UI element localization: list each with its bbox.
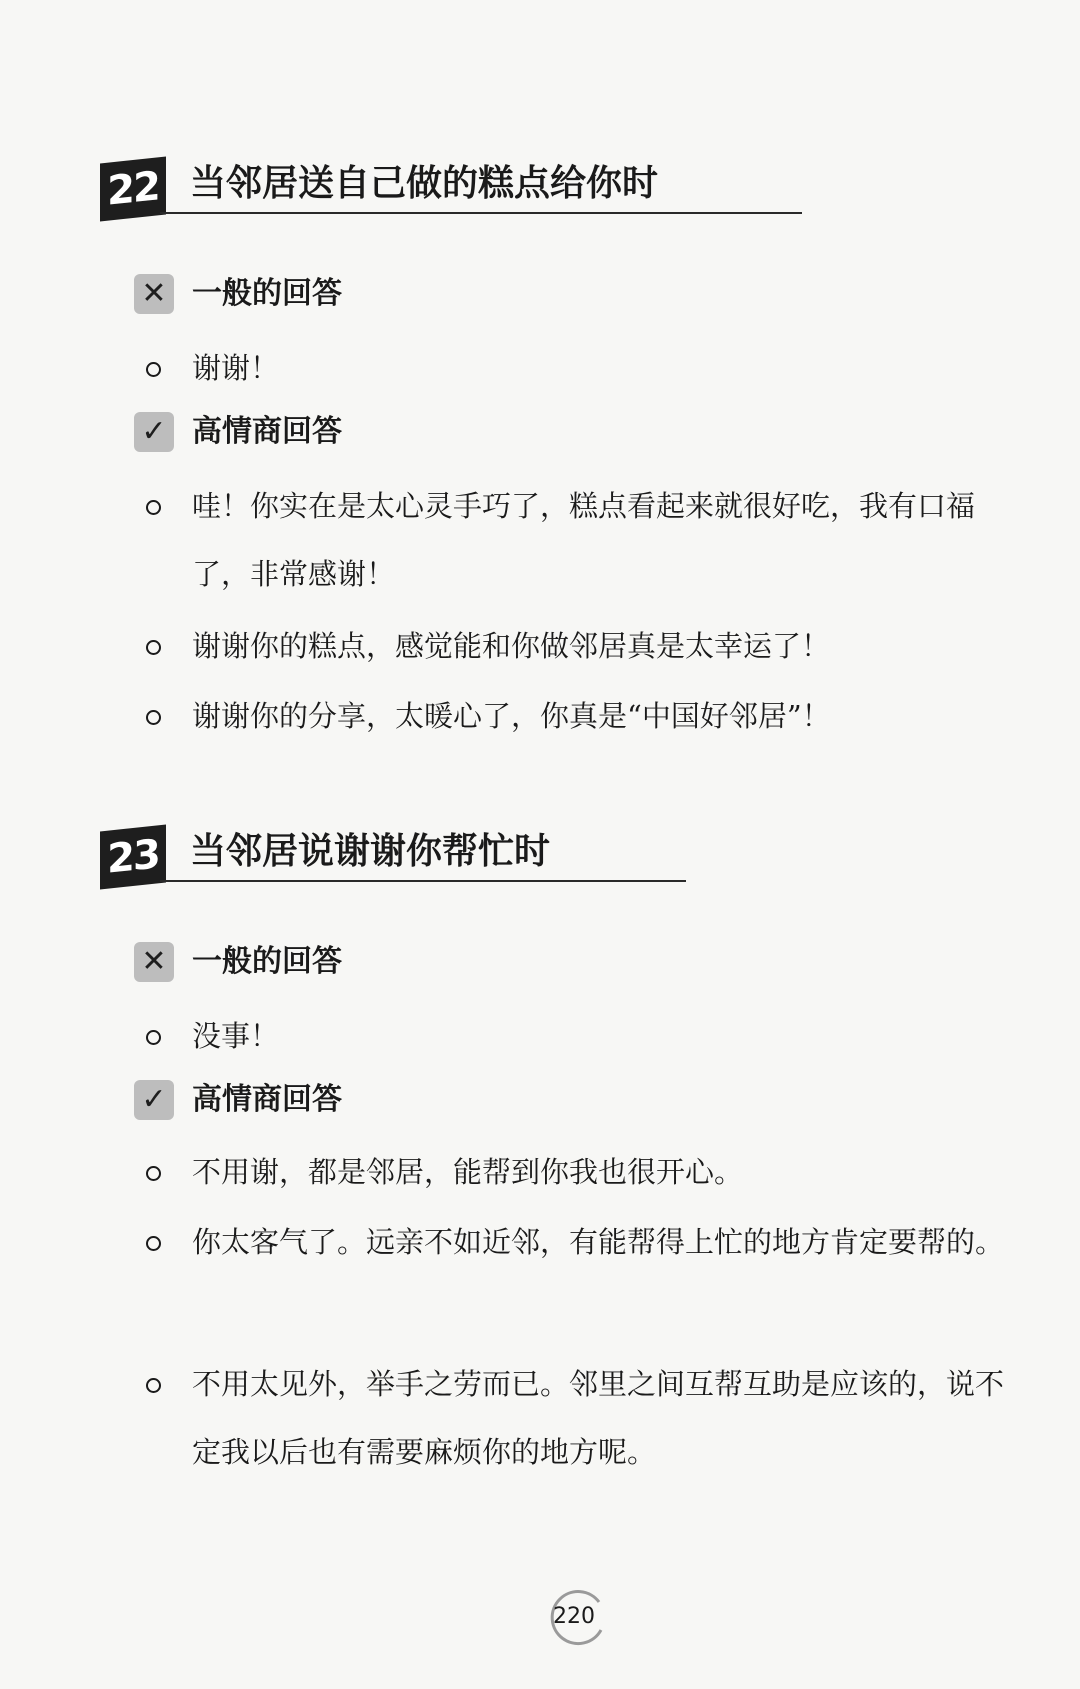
bullet-icon <box>146 500 161 515</box>
answer-text: 谢谢你的分享，太暖心了，你真是“中国好邻居”！ <box>192 699 831 733</box>
page-number <box>543 1588 613 1648</box>
answer-text: 你太客气了。远亲不如近邻，有能帮得上忙的地方肯定要帮的。 <box>192 1225 1005 1259</box>
cross-icon: ✕ <box>134 942 174 982</box>
eq-answer-label: 高情商回答 <box>192 414 342 449</box>
bullet-icon <box>146 1030 161 1045</box>
answer-text: 不用谢，都是邻居，能帮到你我也很开心。 <box>192 1155 744 1189</box>
eq-answer-label: 高情商回答 <box>192 1082 342 1117</box>
check-icon: ✓ <box>134 412 174 452</box>
bullet-icon <box>146 362 161 377</box>
section-number-badge: 22 <box>100 157 166 222</box>
bullet-icon <box>146 1166 161 1181</box>
section-number-badge: 23 <box>100 825 166 890</box>
answer-text: 谢谢！ <box>192 351 280 385</box>
bullet-icon <box>146 640 161 655</box>
bullet-icon <box>146 1378 161 1393</box>
answer-text: 不用太见外，举手之劳而已。邻里之间互帮互助是应该的，说不定我以后也有需要麻烦你的地方呢。 <box>192 1367 1005 1469</box>
general-answer-label: 一般的回答 <box>192 944 342 979</box>
section-underline <box>160 212 802 214</box>
answer-text: 谢谢你的糕点，感觉能和你做邻居真是太幸运了！ <box>192 629 831 663</box>
page-number-text: 220 <box>553 1604 595 1629</box>
check-icon: ✓ <box>134 1080 174 1120</box>
bullet-icon <box>146 710 161 725</box>
answer-text: 没事！ <box>192 1019 280 1053</box>
answer-text: 哇！你实在是太心灵手巧了，糕点看起来就很好吃，我有口福了，非常感谢！ <box>192 489 976 591</box>
cross-icon: ✕ <box>134 274 174 314</box>
section-underline <box>160 880 686 882</box>
section-title: 当邻居说谢谢你帮忙时 <box>190 831 551 872</box>
section-title: 当邻居送自己做的糕点给你时 <box>190 163 659 204</box>
general-answer-label: 一般的回答 <box>192 276 342 311</box>
bullet-icon <box>146 1236 161 1251</box>
